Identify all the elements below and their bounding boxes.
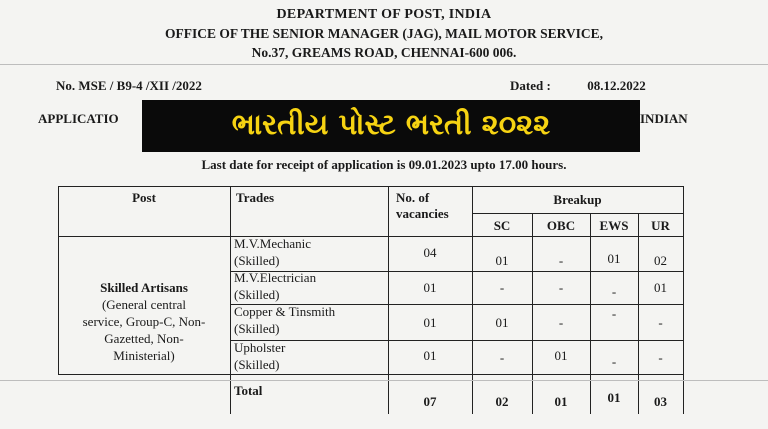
header-vacancies-line1: No. of: [396, 190, 430, 205]
subject-right-fragment: INDIAN: [640, 111, 688, 126]
obc-value: 01: [554, 348, 568, 363]
scan-artifact-line: [0, 64, 768, 65]
header-post: Post: [132, 190, 156, 205]
header-trades: Trades: [236, 190, 275, 205]
total-vacancies: 07: [423, 394, 437, 409]
trade-name: Copper & Tinsmith: [234, 304, 336, 319]
row-divider-3: [230, 340, 683, 341]
dated-field: [510, 78, 646, 94]
ews-value: 01: [607, 251, 621, 266]
ur-value: 01: [654, 280, 667, 295]
col-divider-ur: [638, 213, 639, 414]
sc-value: -: [499, 280, 505, 295]
vacancies-value: 01: [423, 348, 437, 363]
trade-name: Upholster: [234, 340, 286, 355]
post-detail-line: (General central: [101, 297, 187, 312]
post-detail-line: service, Group-C, Non-: [82, 314, 206, 329]
vacancies-value: 01: [423, 280, 437, 295]
last-date-notice: Last date for receipt of application is 09.01.2023 upto 17.00 hours.: [201, 157, 567, 172]
post-detail-line: Ministerial): [113, 348, 175, 363]
vacancies-value: 01: [423, 315, 437, 330]
trade-name: M.V.Mechanic: [234, 236, 312, 251]
col-divider-obc: [532, 213, 533, 414]
sc-value: -: [499, 350, 505, 365]
header-ur: UR: [651, 218, 670, 233]
sc-value: 01: [495, 253, 509, 268]
dated-label: Dated :: [510, 78, 551, 93]
trade-name: M.V.Electrician: [234, 270, 317, 285]
total-ur: 03: [654, 394, 667, 409]
dated-value: 08.12.2022: [587, 78, 646, 93]
total-label: Total: [234, 383, 263, 398]
sc-value: 01: [495, 315, 509, 330]
breakup-sub-divider: [472, 213, 683, 214]
header-obc: OBC: [546, 218, 576, 233]
table-top-border: [58, 186, 683, 187]
header-ews: EWS: [599, 218, 629, 233]
ur-value: -: [658, 350, 663, 365]
ur-value: -: [658, 315, 663, 330]
vacancies-value: 04: [423, 245, 437, 260]
post-detail-line: Gazetted, Non-: [104, 331, 184, 346]
subject-left-fragment: APPLICATIO: [38, 111, 119, 126]
total-obc: 01: [554, 394, 568, 409]
trade-skill: (Skilled): [234, 287, 280, 302]
trade-skill: (Skilled): [234, 321, 280, 336]
ews-value: -: [611, 306, 617, 321]
total-ews: 01: [607, 390, 621, 405]
trade-skill: (Skilled): [234, 253, 280, 268]
header-vacancies-line2: vacancies: [396, 206, 449, 221]
header-breakup: Breakup: [553, 192, 602, 207]
header-sc: SC: [493, 218, 511, 233]
ews-value: -: [611, 284, 617, 299]
obc-value: -: [558, 280, 564, 295]
office-address: No.37, GREAMS ROAD, CHENNAI-600 006.: [251, 45, 517, 60]
obc-value: -: [558, 253, 564, 268]
department-title: DEPARTMENT OF POST, INDIA: [276, 7, 492, 22]
reference-number: No. MSE / B9-4 /XII /2022: [56, 78, 202, 93]
gujarati-title-banner: ભારતીય પોસ્ટ ભરતી ૨૦૨૨: [142, 100, 640, 152]
trade-skill: (Skilled): [234, 357, 280, 372]
post-title: Skilled Artisans: [100, 280, 188, 295]
ews-value: -: [611, 354, 617, 369]
scan-artifact-line: [0, 380, 768, 381]
obc-value: -: [558, 315, 564, 330]
total-sc: 02: [495, 394, 509, 409]
ur-value: 02: [654, 253, 667, 268]
office-title: OFFICE OF THE SENIOR MANAGER (JAG), MAIL MOTOR SERVICE,: [164, 26, 604, 41]
